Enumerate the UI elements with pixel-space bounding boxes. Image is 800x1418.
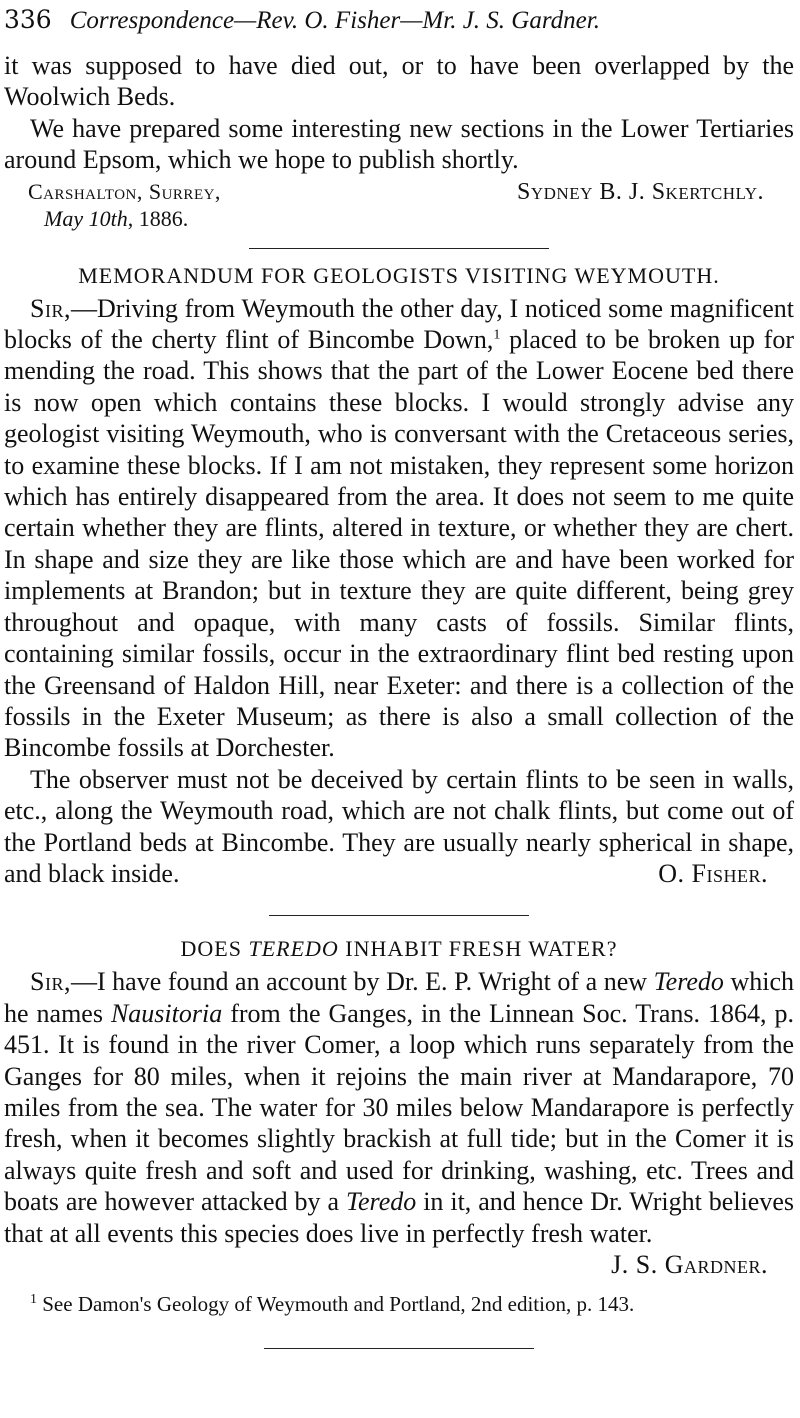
section2-title-italic: TEREDO [248, 936, 339, 962]
letter1-signature: Sydney B. J. Skertchly. [517, 178, 764, 205]
section2-text-b: which he names [4, 967, 795, 1028]
teredo-italic: Teredo [653, 967, 724, 997]
section1-text-c: The observer must not be deceived by certain flints to be seen in walls, etc., along the Weymouth road, which are not chalk flints, but come out of the Portland beds at Bincombe. They are usually nearly spherical in shape, and black inside. [4, 764, 794, 888]
section-divider [269, 915, 529, 916]
date-month: May [44, 205, 84, 231]
body-text [4, 50, 794, 1361]
section2-salutation: Sir, [30, 967, 71, 997]
footnote-reference: 1 [493, 327, 501, 343]
section1-text-a: —Driving from Weymouth the other day, I noticed some magnificent blocks of the cherty flint of Bincombe Down, [4, 293, 794, 355]
page-number: 336 [4, 5, 52, 34]
nausitoria-italic: Nausitoria [110, 998, 223, 1028]
section1-salutation: Sir, [30, 293, 71, 323]
footnote [4, 1290, 794, 1318]
footnote-mark: 1 [30, 1292, 37, 1308]
teredo-italic: Teredo [345, 1187, 417, 1217]
letter1-date [4, 206, 794, 232]
letter1-paragraph: We have prepared some interesting new sections in the Lower Tertiaries around Epsom, which we hope to publish shortly. [4, 113, 794, 175]
running-head [4, 2, 794, 38]
section1-text-b: placed to be broken up for mending the road. This shows that the part of the Lower Eocene bed there is now open which contains these blocks. I would strongly advise any geologist visiting Weymouth, who is conversant with the Cretaceous series, to examine these blocks. If I am not mistaken, they represent some horizon which has entirely disappeared from the area. It does not seem to me quite certain whether they are flints, altered in texture, or whether they are chert. In shape and size they are like those which are and have been worked for implements at Brandon; but in texture they are quite different, being grey throughout and opaque, with many casts of fossils. Similar flints, containing similar fossils, occur in the extraordinary flint bed resting upon the Greensand of Haldon Hill, near Exeter: and there is a collection of the fossils in the Exeter Museum; as there is also a small collection of the Bincombe fossils at Dorchester. [4, 325, 794, 763]
section1-signature: O. Fisher. [658, 858, 768, 888]
section1-title: MEMORANDUM FOR GEOLOGISTS VISITING WEYMOUTH. [78, 262, 720, 288]
section1-paragraph1 [4, 293, 794, 764]
section2-title-pre: DOES [180, 936, 249, 962]
date-year: , 1886. [127, 205, 189, 231]
section2-title [4, 934, 794, 964]
section2-title-post: INHABIT FRESH WATER? [338, 936, 618, 962]
end-divider [264, 1348, 534, 1349]
section2-signature: J. S. Gardner. [611, 1250, 768, 1279]
section-divider [249, 248, 549, 249]
letter1-signature-block [4, 178, 794, 206]
date-day: 10th [88, 205, 128, 231]
section2-text-d: in it, and hence Dr. Wright believes that at all events this species does live in perfectly fresh water. [4, 1187, 794, 1248]
letter1-continuation: it was supposed to have died out, or to have been overlapped by the Woolwich Beds. [4, 51, 794, 112]
section2-text-a: —I have found an account by Dr. E. P. Wright of a new [70, 967, 654, 997]
footnote-text: See Damon's Geology of Weymouth and Portland, 2nd edition, p. 143. [37, 1292, 635, 1317]
running-title: Correspondence—Rev. O. Fisher—Mr. J. S. Gardner. [69, 7, 600, 34]
section2-text-c: from the Ganges, in the Linnean Soc. Trans. 1864, p. 451. It is found in the river Comer, a loop which runs separately from the Ganges for 80 miles, when it rejoins the main river at Mandarapore, 70 miles from the sea. The water for 30 miles below Mandarapore is perfectly fresh, when it becomes slightly brackish at full tide; but in the Comer it is always quite fresh and soft and used for drinking, washing, etc. Trees and boats are however attacked by a [4, 998, 794, 1217]
section2-paragraph [4, 966, 795, 1279]
section1-paragraph2 [4, 764, 794, 890]
letter1-place: Carshalton, Surrey, [28, 178, 221, 204]
